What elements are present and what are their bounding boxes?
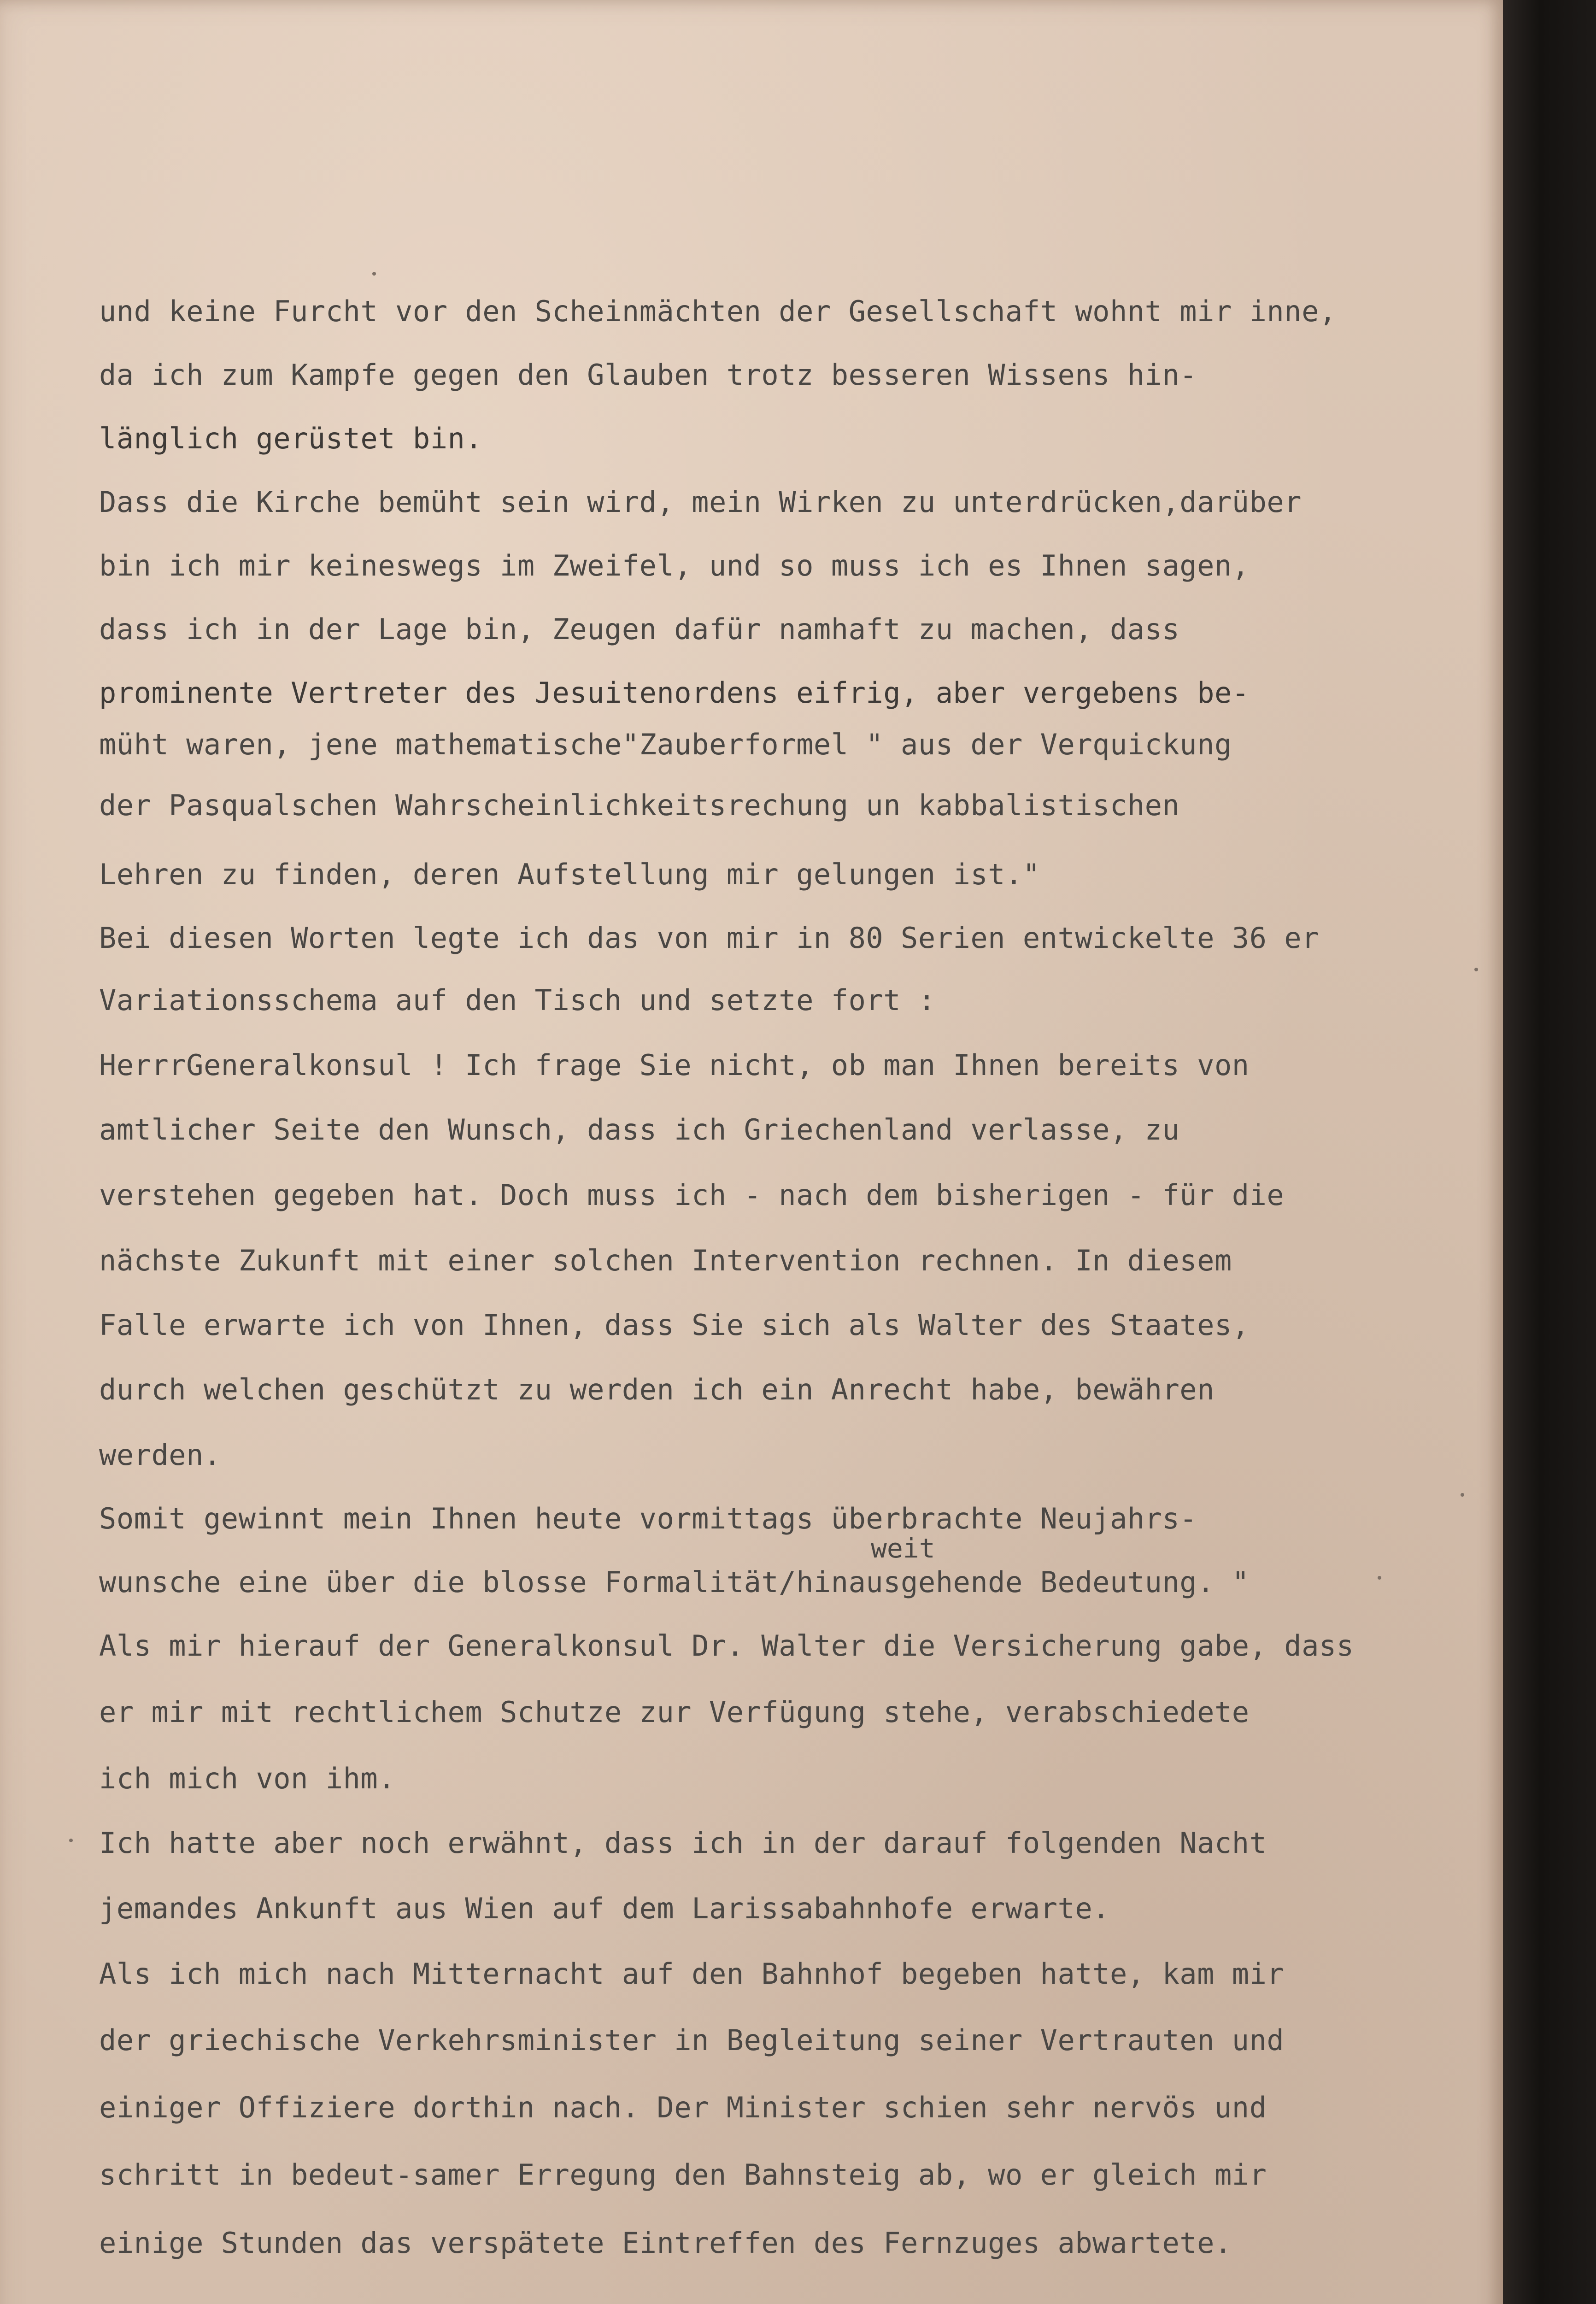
text-line-18: durch welchen geschützt zu werden ich ein Anrecht habe, bewähren (99, 1373, 1215, 1406)
text-line-28: der griechische Verkehrsminister in Begleitung seiner Vertrauten und (99, 2023, 1285, 2057)
text-line-20: Somit gewinnt mein Ihnen heute vormittags überbrachte Neujahrs- (99, 1502, 1197, 1535)
interlinear-insert: weit (871, 1533, 935, 1564)
text-line-10: Lehren zu finden, deren Aufstellung mir gelungen ist." (99, 858, 1040, 891)
text-line-23: er mir mit rechtlichem Schutze zur Verfügung stehe, verabschiedete (99, 1695, 1250, 1729)
text-line-8: müht waren, jene mathematische"Zauberformel " aus der Verquickung (99, 728, 1232, 761)
paper-speck (1474, 968, 1478, 971)
text-line-16: nächste Zukunft mit einer solchen Intervention rechnen. In diesem (99, 1244, 1232, 1277)
text-line-19: werden. (99, 1438, 221, 1472)
text-line-21: wunsche eine über die blosse Formalität/hinausgehende Bedeutung. " (99, 1565, 1250, 1599)
text-line-22: Als mir hierauf der Generalkonsul Dr. Walter die Versicherung gabe, dass (99, 1629, 1354, 1663)
text-line-2: da ich zum Kampfe gegen den Glauben trotz besseren Wissens hin- (99, 358, 1197, 392)
text-line-6: dass ich in der Lage bin, Zeugen dafür namhaft zu machen, dass (99, 612, 1180, 646)
text-line-3: länglich gerüstet bin. (99, 422, 483, 455)
text-line-14: amtlicher Seite den Wunsch, dass ich Griechenland verlasse, zu (99, 1113, 1180, 1146)
text-line-31: einige Stunden das verspätete Eintreffen des Fernzuges abwartete. (99, 2226, 1232, 2260)
paper-speck (1461, 1493, 1464, 1497)
text-line-27: Als ich mich nach Mitternacht auf den Bahnhof begeben hatte, kam mir (99, 1957, 1285, 1991)
text-line-12: Variationsschema auf den Tisch und setzte fort : (99, 983, 936, 1017)
text-line-5: bin ich mir keineswegs im Zweifel, und so muss ich es Ihnen sagen, (99, 549, 1250, 582)
text-line-26: jemandes Ankunft aus Wien auf dem Larissabahnhofe erwarte. (99, 1892, 1110, 1925)
paper-speck (1378, 1576, 1381, 1580)
text-line-25: Ich hatte aber noch erwähnt, dass ich in der darauf folgenden Nacht (99, 1826, 1267, 1860)
text-line-1: und keine Furcht vor den Scheinmächten der Gesellschaft wohnt mir inne, (99, 294, 1337, 328)
text-line-24: ich mich von ihm. (99, 1762, 396, 1795)
text-line-13: HerrrGeneralkonsul ! Ich frage Sie nicht, ob man Ihnen bereits von (99, 1048, 1250, 1082)
text-line-17: Falle erwarte ich von Ihnen, dass Sie sich als Walter des Staates, (99, 1308, 1250, 1342)
text-line-7: prominente Vertreter des Jesuitenordens eifrig, aber vergebens be- (99, 676, 1250, 710)
text-line-29: einiger Offiziere dorthin nach. Der Minister schien sehr nervös und (99, 2091, 1267, 2124)
text-line-11: Bei diesen Worten legte ich das von mir in 80 Serien entwickelte 36 er (99, 921, 1319, 955)
text-line-30: schritt in bedeut-samer Erregung den Bahnsteig ab, wo er gleich mir (99, 2158, 1267, 2192)
text-line-9: der Pasqualschen Wahrscheinlichkeitsrechung un kabbalistischen (99, 788, 1180, 822)
paper-speck (69, 1839, 73, 1842)
scan-background-edge (1503, 0, 1596, 2304)
paper-speck (372, 272, 376, 276)
text-line-15: verstehen gegeben hat. Doch muss ich - nach dem bisherigen - für die (99, 1178, 1285, 1212)
text-line-4: Dass die Kirche bemüht sein wird, mein Wirken zu unterdrücken,darüber (99, 485, 1302, 519)
